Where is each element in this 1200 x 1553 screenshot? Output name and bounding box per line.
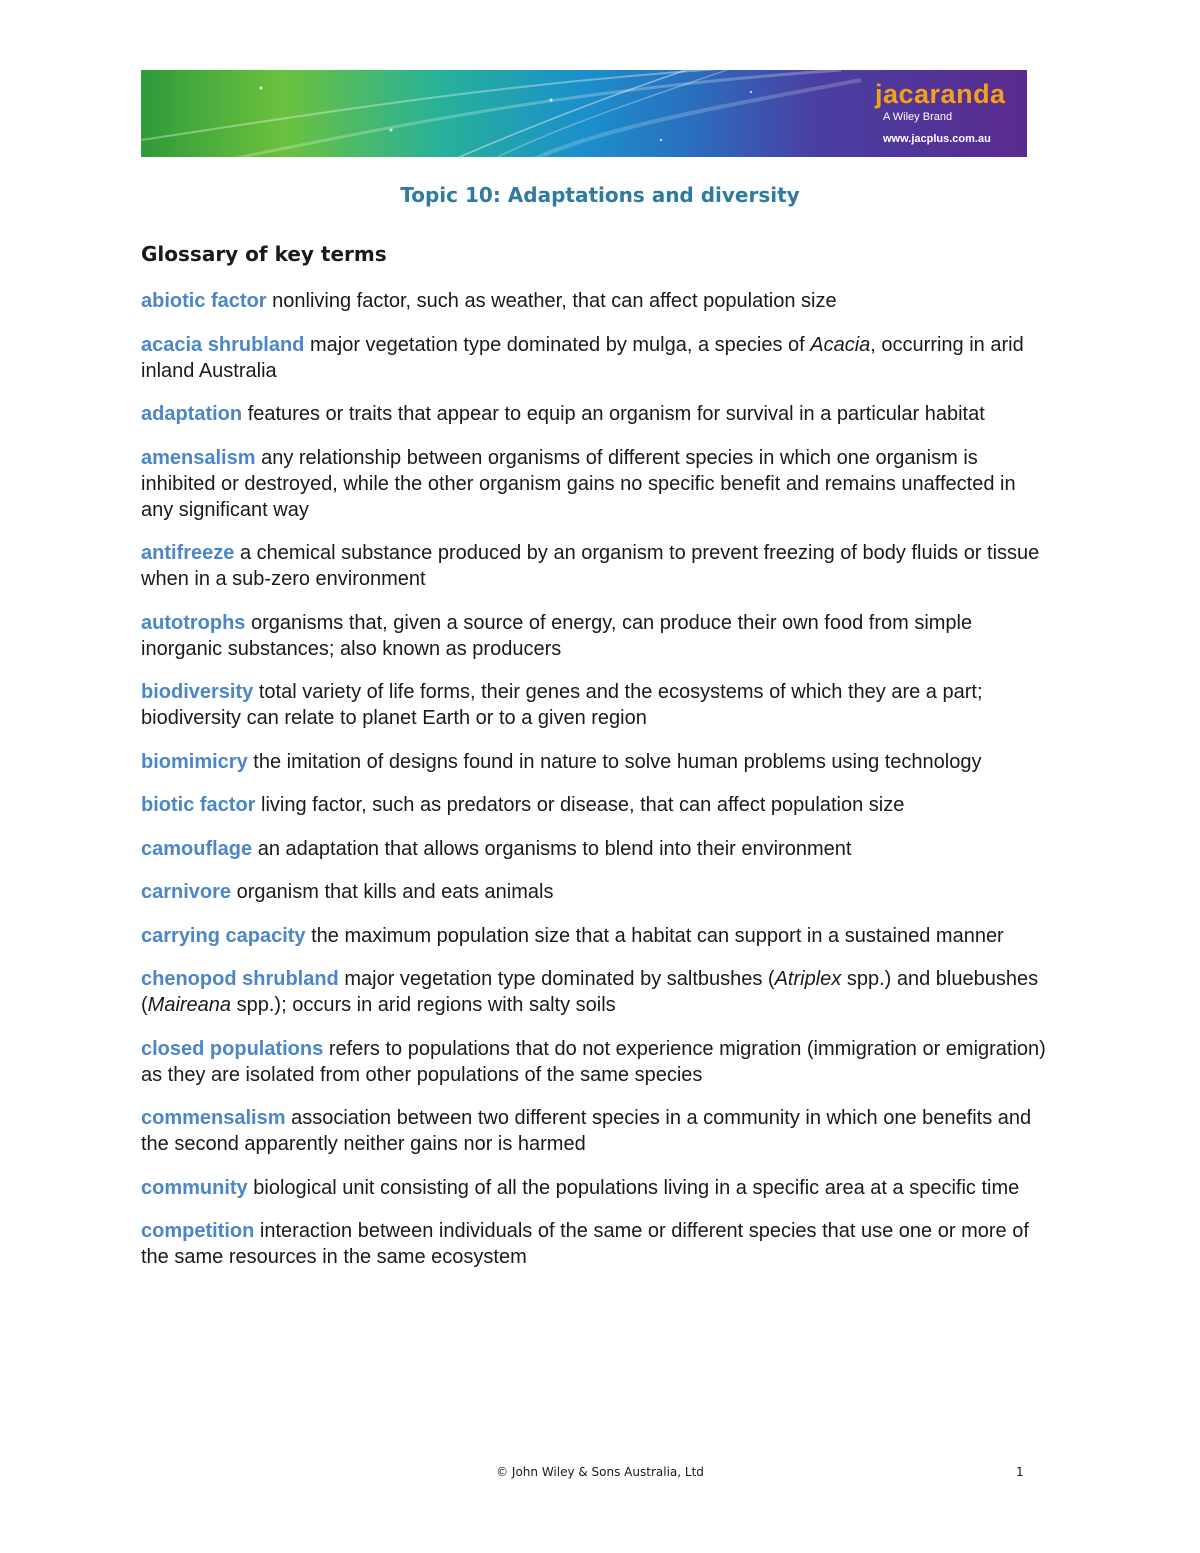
glossary-entry xyxy=(141,879,1046,905)
glossary-entry xyxy=(141,1105,1046,1157)
glossary-term: carnivore xyxy=(141,881,232,903)
glossary-entry xyxy=(141,966,1046,1018)
glossary-term: amensalism xyxy=(141,446,256,469)
glossary-term: antifreeze xyxy=(141,542,235,564)
glossary-term: closed populations xyxy=(141,1037,324,1060)
glossary-entry xyxy=(141,401,1046,427)
page-footer xyxy=(0,1465,1200,1483)
glossary-definition: the maximum population size that a habitat can support in a sustained manner xyxy=(311,924,1004,947)
glossary-term: biotic factor xyxy=(141,794,256,816)
brand-subtitle: A Wiley Brand xyxy=(883,111,953,123)
glossary-term: abiotic factor xyxy=(141,290,267,312)
glossary-definition: spp.); occurs in arid regions with salty soils xyxy=(231,994,616,1016)
glossary-entry xyxy=(141,540,1046,592)
page-title: Topic 10: Adaptations and diversity xyxy=(400,183,800,207)
brand-name: jacaranda xyxy=(875,79,1006,109)
glossary-term: carrying capacity xyxy=(141,924,306,947)
glossary-definition-italic: Atriplex xyxy=(774,968,842,990)
glossary-entry xyxy=(141,679,1046,731)
glossary-entry xyxy=(141,792,1046,818)
glossary-term: autotrophs xyxy=(141,611,246,634)
glossary-definition: a chemical substance produced by an organism to prevent freezing of body fluids or tissue when in a sub-zero environment xyxy=(141,542,1040,590)
glossary-definition: the imitation of designs found in nature to solve human problems using technology xyxy=(253,750,982,773)
glossary-definition: an adaptation that allows organisms to blend into their environment xyxy=(257,837,852,860)
glossary-definition: interaction between individuals of the same or different species that use one or more of the same resources in the same ecosystem xyxy=(141,1220,1029,1268)
glossary-entry xyxy=(141,1175,1046,1201)
glossary-definition: total variety of life forms, their genes and the ecosystems of which they are a part; biodiversity can relate to planet Earth or to a given region xyxy=(141,681,983,729)
glossary-definition: association between two different species in a community in which one benefits and the second apparently neither gains nor is harmed xyxy=(141,1107,1032,1155)
glossary-term: biomimicry xyxy=(141,750,248,773)
glossary-heading: Glossary of key terms xyxy=(141,242,387,266)
header-banner xyxy=(141,70,1027,157)
page-number: 1 xyxy=(1016,1465,1024,1479)
glossary-term: camouflage xyxy=(141,837,253,860)
jacaranda-logo xyxy=(875,78,1015,145)
brand-url: www.jacplus.com.au xyxy=(883,133,991,145)
glossary-definition: , occurring in arid inland Australia xyxy=(141,333,1024,382)
glossary-definition: refers to populations that do not experience migration (immigration or emigration) as they are isolated from other populations of the same species xyxy=(141,1037,1046,1086)
glossary-entry xyxy=(141,749,1046,775)
glossary-definition: major vegetation type dominated by saltbushes ( xyxy=(344,968,775,990)
glossary-term: competition xyxy=(141,1220,255,1242)
glossary-entry xyxy=(141,1036,1046,1088)
glossary-definition: living factor, such as predators or disease, that can affect population size xyxy=(261,794,905,816)
glossary-term: commensalism xyxy=(141,1107,286,1129)
glossary-term: acacia shrubland xyxy=(141,333,305,356)
glossary-entry xyxy=(141,923,1046,949)
glossary-entry xyxy=(141,288,1046,314)
glossary-list xyxy=(141,288,1046,1288)
glossary-term: biodiversity xyxy=(141,681,254,703)
glossary-definition-italic: Maireana xyxy=(147,994,232,1016)
glossary-definition: spp.) and bluebushes ( xyxy=(141,968,1039,1016)
glossary-term: adaptation xyxy=(141,403,243,425)
glossary-entry xyxy=(141,332,1046,384)
glossary-definition: nonliving factor, such as weather, that can affect population size xyxy=(272,290,837,312)
glossary-term: chenopod shrubland xyxy=(141,968,339,990)
glossary-definition: biological unit consisting of all the populations living in a specific area at a specific time xyxy=(253,1176,1020,1199)
glossary-definition: organism that kills and eats animals xyxy=(236,881,554,903)
glossary-definition: organisms that, given a source of energy, can produce their own food from simple inorganic substances; also known as producers xyxy=(141,611,973,660)
glossary-definition: features or traits that appear to equip an organism for survival in a particular habitat xyxy=(247,403,985,425)
glossary-entry xyxy=(141,1218,1046,1270)
glossary-term: community xyxy=(141,1176,248,1199)
glossary-definition-italic: Acacia xyxy=(810,333,871,356)
copyright-notice: © John Wiley & Sons Australia, Ltd xyxy=(496,1465,704,1479)
glossary-entry xyxy=(141,610,1046,662)
glossary-entry xyxy=(141,836,1046,862)
glossary-entry xyxy=(141,445,1046,523)
glossary-definition: any relationship between organisms of different species in which one organism is inhibited or destroyed, while the other organism gains no specific benefit and remains unaffected in any significant way xyxy=(141,446,1016,521)
glossary-definition: major vegetation type dominated by mulga, a species of xyxy=(309,333,811,356)
